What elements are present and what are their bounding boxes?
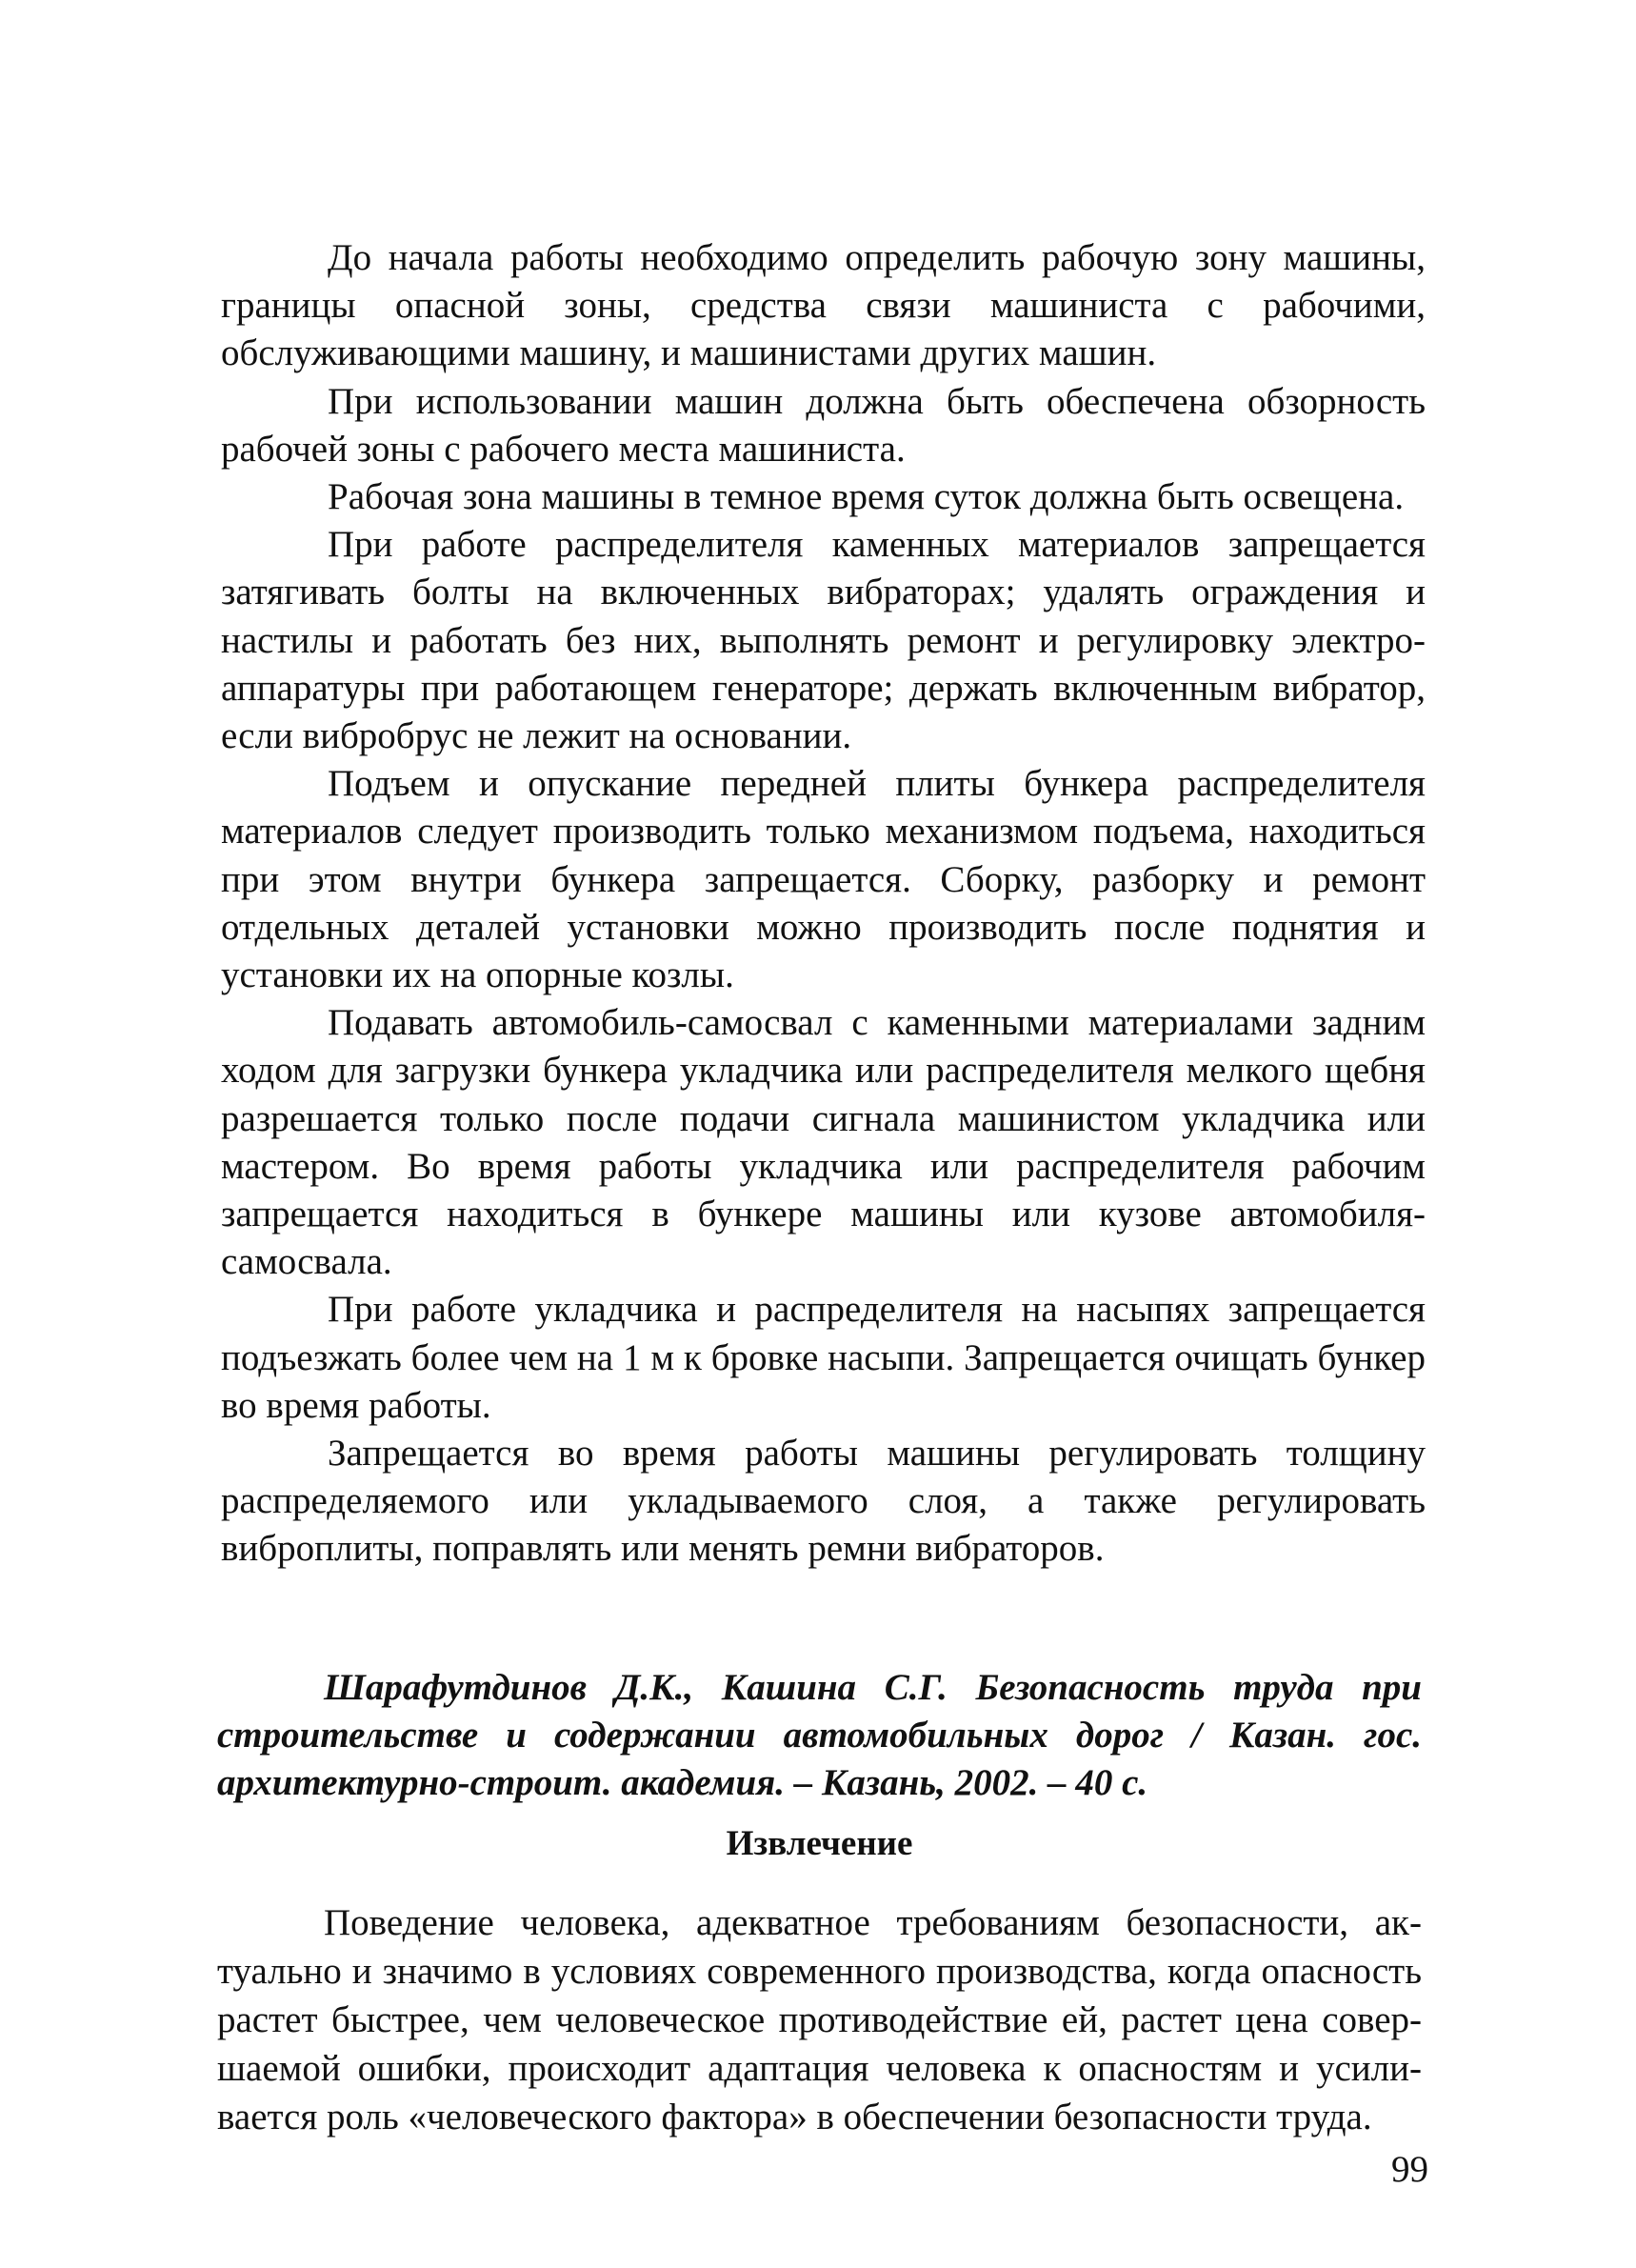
extract-paragraph: Поведение человека, адекватное требованиям безопасности, актуально и значимо в условиях современного производства, когда опасность растет быстрее, чем человеческое противодействие ей, растет цена совершаемой ошибки, происходит адаптация человека к опасностям и усиливается роль «человеческого фактора» в обеспечении безопасности труда.: [217, 1902, 1422, 2138]
page-number: 99: [1391, 2149, 1428, 2190]
bibliographic-reference: Шарафутдинов Д.К., Кашина С.Г. Безопасность труда при строительстве и содержании автомобильных дорог / Казан. гос. архитектурно-строит. академия. – Казань, 2002. – 40 с.: [217, 1667, 1422, 1803]
paragraph-hopper-plate: Подъем и опускание передней плиты бункера распределителя материалов следует производить только механизмом подъема, находиться при этом внутри бункера запрещается. Сборку, разборку и ремонт отдельных деталей установки можно производить после поднятия и установки их на опорные козлы.: [221, 763, 1426, 996]
paragraph-distributor-prohibitions: При работе распределителя каменных материалов запрещается затягивать болты на включенных вибраторах; удалять ограждения и настилы и работать без них, выполнять ремонт и регулировку электроаппаратуры при работающем генераторе; держать включенным вибратор, если вибробрус не лежит на основании.: [221, 524, 1426, 757]
paragraph-layer-adjustment: Запрещается во время работы машины регулировать толщину распределяемого или укладываемого слоя, а также регулировать виброплиты, поправлять или менять ремни вибраторов.: [221, 1433, 1426, 1570]
main-text-block: [221, 234, 1426, 1574]
section-heading: Извлечение: [726, 1824, 913, 1863]
paragraph-work-zone: До начала работы необходимо определить рабочую зону машины, границы опасной зоны, средства связи машиниста с рабочими, обслуживающими машину, и машинистами других машин.: [221, 237, 1426, 374]
paragraph-embankment: При работе укладчика и распределителя на насыпях запрещается подъезжать более чем на 1 м к бровке насыпи. Запрещается очищать бункер во время работы.: [221, 1289, 1426, 1426]
paragraph-visibility: При использовании машин должна быть обеспечена обзорность рабочей зоны с рабочего места машиниста.: [221, 380, 1426, 470]
paragraph-lighting: Рабочая зона машины в темное время суток должна быть освещена.: [328, 476, 1405, 518]
paragraph-dump-truck: Подавать автомобиль-самосвал с каменными материалами задним ходом для загрузки бункера укладчика или распределителя мелкого щебня разрешается только после подачи сигнала машинистом укладчика или мастером. Во время работы укладчика или распределителя рабочим запрещается находиться в бункере машины или кузове автомобиля-самосвала.: [221, 1002, 1426, 1283]
